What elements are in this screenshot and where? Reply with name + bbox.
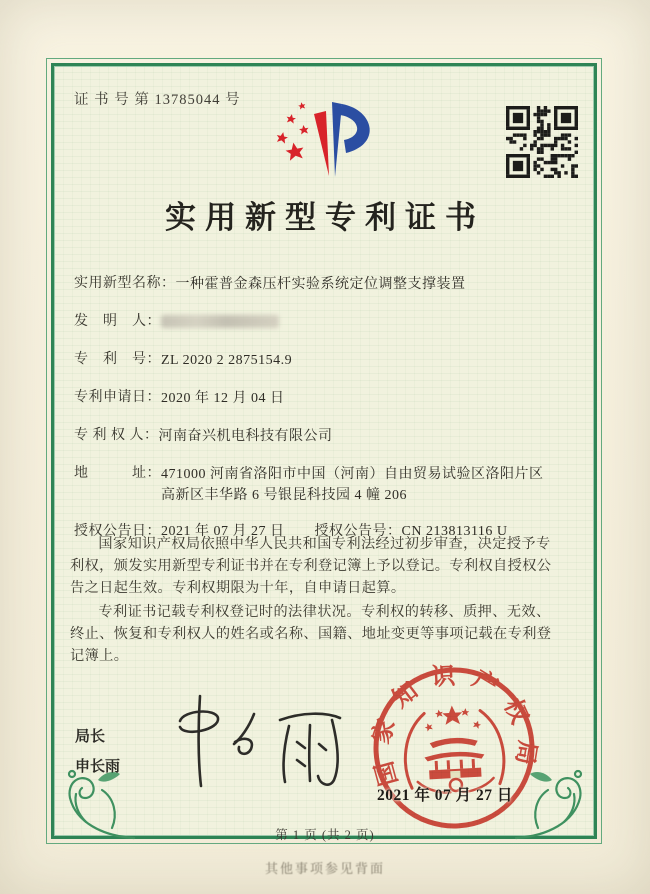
field-label: 授权公告号： — [314, 523, 402, 539]
field-label: 地 址： — [74, 466, 161, 481]
inventor-names-redacted — [161, 315, 279, 328]
director-signature-icon — [168, 690, 353, 790]
field-inventor — [74, 310, 560, 334]
field-utility-model-name — [74, 272, 560, 296]
seal-text: 国家知识产权局 — [367, 663, 540, 789]
field-value: 2021 年 07 月 27 日 — [161, 524, 285, 539]
official-seal — [359, 653, 548, 842]
certificate-title: 实用新型专利证书 — [165, 200, 485, 235]
director-name: 申长雨 — [75, 758, 121, 775]
field-patentee — [74, 424, 560, 448]
qr-code — [506, 106, 578, 178]
field-label: 专 利 号： — [74, 352, 161, 367]
field-label: 实用新型名称： — [74, 276, 176, 291]
field-value: CN 213813116 U — [401, 524, 508, 539]
certificate-fields — [74, 272, 560, 558]
cnipa-logo-icon — [258, 92, 388, 187]
director-block — [75, 722, 120, 782]
field-value: 河南奋兴机电科技有限公司 — [158, 428, 333, 444]
legal-paragraphs — [70, 534, 552, 671]
field-value: 一种霍普金森压杆实验系统定位调整支撑装置 — [175, 276, 466, 292]
field-label: 授权公告日： — [74, 523, 161, 539]
field-filing-date — [74, 386, 560, 410]
page-number: 第 1 页 (共 2 页) — [275, 828, 375, 842]
field-value: 471000 河南省洛阳市中国（河南）自由贸易试验区洛阳片区高新区丰华路 6 号银昆科技园 4 幢 206 — [161, 466, 544, 503]
field-label: 发 明 人： — [74, 314, 161, 329]
field-label: 专利申请日： — [74, 390, 161, 405]
national-emblem-icon — [403, 703, 506, 795]
field-patent-number — [74, 348, 560, 372]
field-value: 2020 年 12 月 04 日 — [161, 390, 285, 406]
director-title: 局长 — [75, 728, 106, 745]
seal-date: 2021 年 07 月 27 日 — [377, 787, 513, 804]
field-address — [74, 462, 560, 506]
certificate-number: 证 书 号 第 13785044 号 — [74, 92, 241, 108]
field-label: 专 利 权 人： — [74, 428, 159, 443]
back-side-note: 其他事项参见背面 — [264, 861, 385, 876]
legal-paragraph-2: 专利证书记载专利权登记时的法律状况。专利权的转移、质押、无效、终止、恢复和专利权人的姓名或名称、国籍、地址变更等事项记载在专利登记簿上。 — [70, 604, 552, 664]
field-value: ZL 2020 2 2875154.9 — [161, 352, 293, 368]
legal-paragraph-1: 国家知识产权局依照中华人民共和国专利法经过初步审查，决定授予专利权，颁发实用新型专利证书并在专利登记簿上予以登记。专利权自授权公告之日起生效。专利权期限为十年，自申请日起算。 — [70, 536, 552, 596]
